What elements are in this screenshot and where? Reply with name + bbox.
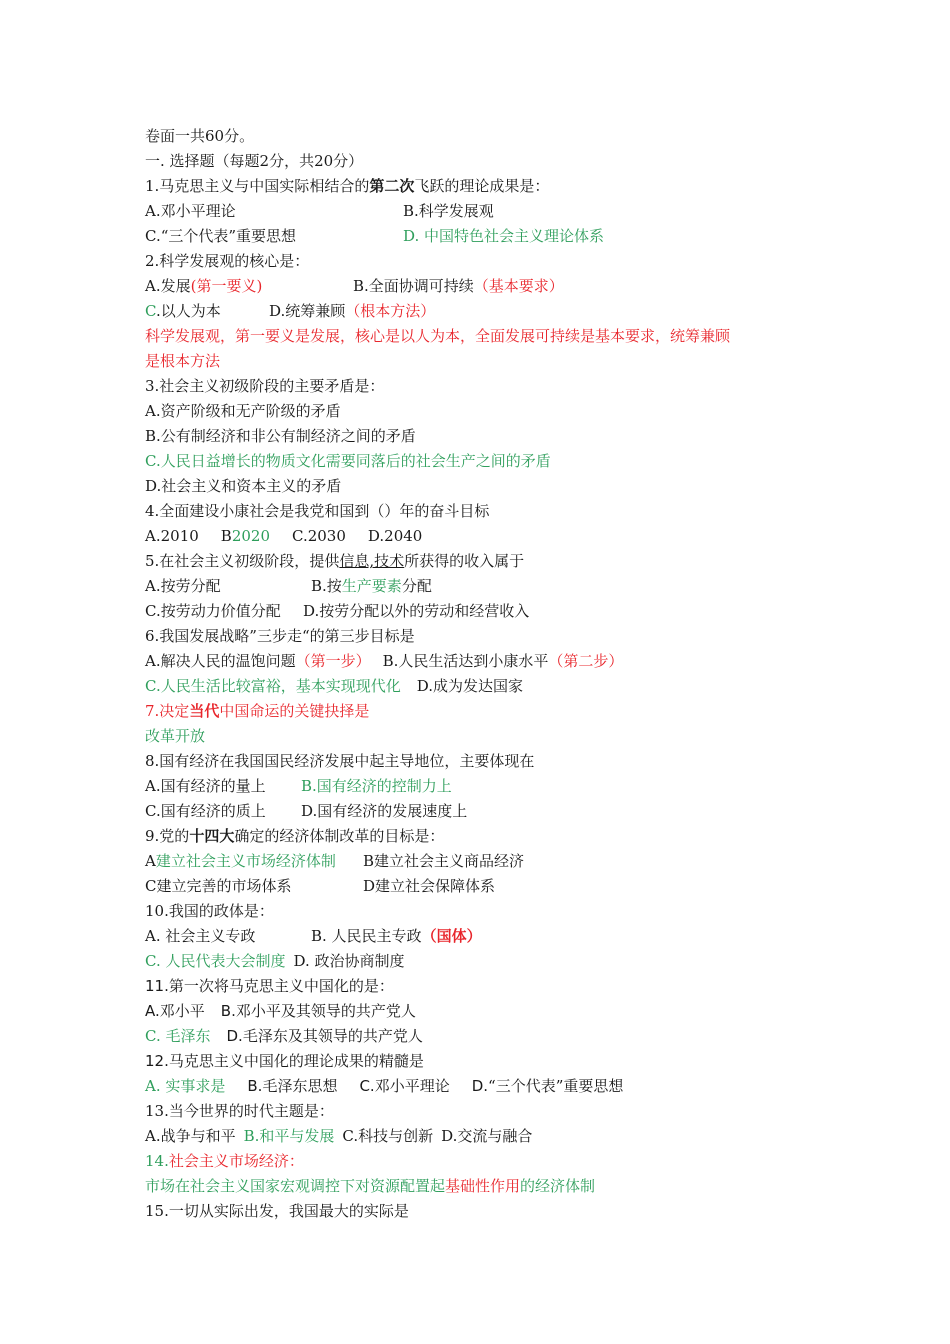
q2-option-a-note: (第一要义) — [190, 277, 263, 295]
q9-option-c: C建立完善的市场体系 — [145, 877, 292, 895]
q11-option-c-answer: C. 毛泽东 — [145, 1027, 211, 1045]
q2-option-c-letter: C — [145, 302, 156, 320]
q3-option-c-answer: C.人民日益增长的物质文化需要同落后的社会生产之间的矛盾 — [145, 452, 551, 470]
q11-options-ab: A.邓小平 B.邓小平及其领导的共产党人 — [145, 1002, 416, 1020]
q10-option-a: A. 社会主义专政 — [145, 927, 256, 945]
q4-option-a: A.2010 — [145, 527, 199, 545]
q4-option-b-letter: B — [220, 527, 232, 545]
q9-options-cd — [145, 874, 825, 899]
q2-stem: 2.科学发展观的核心是： — [145, 252, 310, 270]
q8-options-cd — [145, 799, 825, 824]
q2-option-a: A.发展 — [145, 277, 191, 295]
q14-answer: 市场在社会主义国家宏观调控下对资源配置起基础性作用的经济体制 — [145, 1177, 596, 1195]
q4-stem: 4.全面建设小康社会是我党和国到（）年的奋斗目标 — [145, 502, 490, 520]
q6-option-d: D.成为发达国家 — [416, 677, 523, 695]
q12-option-d: “三个代表”重要思想 — [488, 1077, 624, 1095]
q13-option-b-answer: B.和平与发展 — [243, 1127, 335, 1145]
q5-options-cd — [145, 599, 825, 624]
q5-option-a: A.按劳分配 — [145, 577, 221, 595]
q6-option-b: B.人民生活达到小康水平 — [382, 652, 549, 670]
q2-option-b: B.全面协调可持续（基本要求） — [353, 277, 564, 295]
q8-option-b-answer: B.国有经济的控制力上 — [301, 777, 452, 795]
q4-options — [145, 524, 825, 549]
q13-options — [145, 1124, 825, 1149]
q15-stem: 15.一切从实际出发，我国最大的实际是 — [145, 1202, 409, 1220]
q10-options-ab — [145, 924, 825, 949]
q12-stem: 12.马克思主义中国化的理论成果的精髓是 — [145, 1052, 424, 1070]
q6-stem: 6.我国发展战略”三步走“的第三步目标是 — [145, 627, 415, 645]
q5-option-b: B.按生产要素分配 — [311, 577, 432, 595]
q12-option-b: 毛泽东思想 — [262, 1077, 338, 1095]
q2-option-c: .以人为本 — [155, 302, 221, 320]
q11-option-b: 邓小平及其领导的共产党人 — [235, 1002, 416, 1020]
q7-stem: 7.决定当代中国命运的关键抉择是 — [145, 702, 370, 720]
q10-option-c-answer: C. 人民代表大会制度 — [145, 952, 286, 970]
q13-option-d: D.交流与融合 — [441, 1127, 533, 1145]
q2-option-d-note: （根本方法） — [345, 302, 436, 320]
q3-option-a: A.资产阶级和无产阶级的矛盾 — [145, 402, 341, 420]
q11-option-d: 毛泽东及其领导的共产党人 — [242, 1027, 423, 1045]
q4-option-d: D.2040 — [367, 527, 423, 545]
q8-option-d: D.国有经济的发展速度上 — [301, 802, 468, 820]
q1-stem: 1.马克思主义与中国实际相结合的第二次飞跃的理论成果是： — [145, 177, 550, 195]
q1-option-c: C.“三个代表”重要思想 — [145, 227, 297, 245]
q11-options-cd: C. 毛泽东 D.毛泽东及其领导的共产党人 — [145, 1027, 423, 1045]
q9-option-b: B建立社会主义商品经济 — [363, 852, 525, 870]
q5-stem: 5.在社会主义初级阶段，提供信息,技术所获得的收入属于 — [145, 552, 525, 570]
q3-stem: 3.社会主义初级阶段的主要矛盾是： — [145, 377, 385, 395]
q1-option-a: A.邓小平理论 — [145, 202, 236, 220]
q6-options-cd — [145, 674, 825, 699]
q9-option-d: D建立社会保障体系 — [363, 877, 496, 895]
q8-option-c: C.国有经济的质上 — [145, 802, 266, 820]
q1-option-d-answer: D. 中国特色社会主义理论体系 — [403, 227, 605, 245]
q12-option-a-answer: A. 实事求是 — [145, 1077, 226, 1095]
q2-explanation-line1: 科学发展观，第一要义是发展，核心是以人为本，全面发展可持续是基本要求，统筹兼顾 — [145, 327, 731, 345]
q1-option-b: B.科学发展观 — [403, 202, 494, 220]
q1-options-ab — [145, 199, 825, 224]
q8-option-a: A.国有经济的量上 — [145, 777, 266, 795]
q2-options-cd — [145, 299, 825, 324]
q2-option-b-note: （基本要求） — [473, 277, 564, 295]
document-page — [145, 124, 825, 1224]
q2-explanation-line2: 是根本方法 — [145, 352, 221, 370]
q8-stem: 8.国有经济在我国国民经济发展中起主导地位，主要体现在 — [145, 752, 535, 770]
intro-line: 卷面一共60分。 — [145, 127, 255, 145]
q12-option-c: 邓小平理论 — [374, 1077, 450, 1095]
q13-stem: 13.当今世界的时代主题是： — [145, 1102, 334, 1120]
q3-option-b: B.公有制经济和非公有制经济之间的矛盾 — [145, 427, 416, 445]
q6-option-c-answer: C.人民生活比较富裕，基本实现现代化 — [145, 677, 401, 695]
q11-option-a: 邓小平 — [159, 1002, 205, 1020]
q13-option-c: C.科技与创新 — [342, 1127, 434, 1145]
q3-option-d: D.社会主义和资本主义的矛盾 — [145, 477, 342, 495]
q7-answer: 改革开放 — [145, 727, 206, 745]
q9-options-ab — [145, 849, 825, 874]
q9-stem: 9.党的十四大确定的经济体制改革的目标是： — [145, 827, 445, 845]
q10-option-b-note: （国体） — [421, 927, 482, 945]
q10-options-cd — [145, 949, 825, 974]
q1-options-cd — [145, 224, 825, 249]
q13-option-a: A.战争与和平 — [145, 1127, 236, 1145]
section-heading: 一. 选择题（每题2分，共20分） — [145, 152, 364, 170]
q11-stem: 11.第一次将马克思主义中国化的是： — [145, 977, 394, 995]
q6-option-a: A.解决人民的温饱问题 — [145, 652, 296, 670]
q14-stem: 14.社会主义市场经济： — [145, 1152, 304, 1170]
q12-options: A. 实事求是 B.毛泽东思想 C.邓小平理论 D.“三个代表”重要思想 — [145, 1077, 624, 1095]
q2-option-d: D.统筹兼顾（根本方法） — [269, 302, 436, 320]
q10-option-b: B. 人民民主专政（国体） — [311, 927, 482, 945]
q4-option-b-answer: 2020 — [231, 527, 270, 545]
q9-option-a-answer: 建立社会主义市场经济体制 — [155, 852, 336, 870]
q5-option-d: D.按劳分配以外的劳动和经营收入 — [303, 602, 530, 620]
q10-option-d: D. 政治协商制度 — [293, 952, 405, 970]
q8-options-ab — [145, 774, 825, 799]
q4-option-c: C.2030 — [292, 527, 346, 545]
q10-stem: 10.我国的政体是： — [145, 902, 274, 920]
q9-option-a-letter: A — [145, 852, 156, 870]
q5-option-c: C.按劳动力价值分配 — [145, 602, 281, 620]
q6-options-ab: A.解决人民的温饱问题（第一步） B.人民生活达到小康水平（第二步） — [145, 652, 624, 670]
q2-options-ab — [145, 274, 825, 299]
q5-options-ab — [145, 574, 825, 599]
